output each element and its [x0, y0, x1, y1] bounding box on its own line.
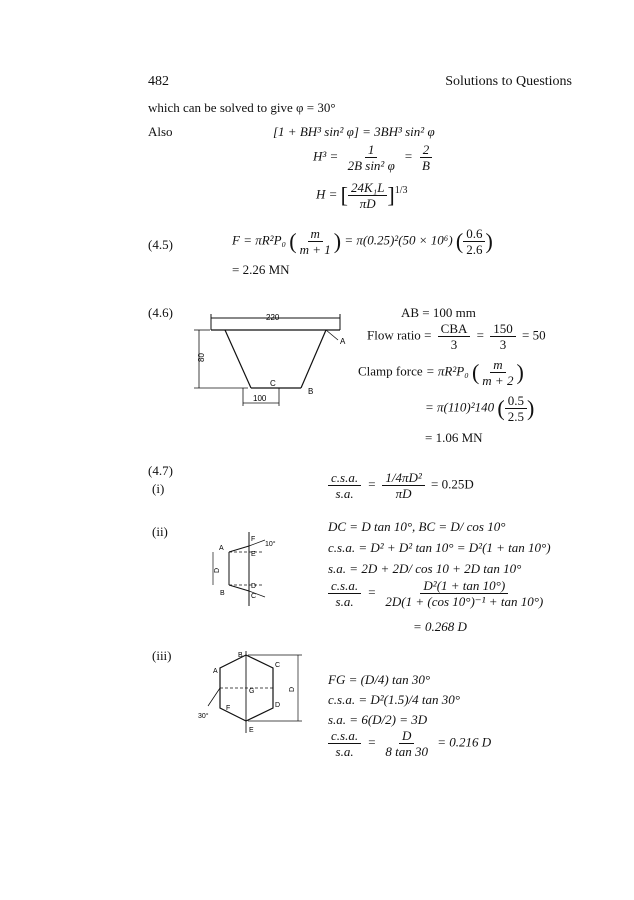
q47-iii-g: G: [249, 688, 255, 695]
q47-ii-result: = 0.268 D: [413, 619, 467, 634]
q47-ii-d: D: [251, 583, 257, 590]
q46-die-figure: [190, 308, 370, 418]
q47-ii-dim: D: [214, 567, 221, 573]
q45-middle: = π(0.25)²(50 × 10⁶): [344, 232, 453, 248]
q47-i-num2: 1/4πD²: [382, 470, 424, 486]
q47-i-den2: πD: [395, 486, 412, 501]
q47-iii-e: E: [249, 727, 254, 734]
q46-point-b: B: [308, 387, 314, 396]
q47-ii-frac-den: s.a.: [335, 594, 354, 609]
q47-iii-frac2-den: 8 tan 30: [385, 744, 428, 759]
q47-ii-frac2-den: 2D(1 + (cos 10°)⁻¹ + tan 10°): [385, 594, 544, 609]
q47-ii-ratio: $\frac{c.s.a.}{s.a.}$ = $\frac{\text{D²(1 + tan 10°)}}{\text{2D(1 + (cos 10°)⁻¹ + tan 10°)}}$: [325, 578, 549, 609]
q46-top-dim: 220: [266, 313, 280, 322]
q46-bottom-dim: 100: [253, 394, 267, 403]
q46-ab: AB = 100 mm: [401, 305, 476, 320]
q47-ii-f: F: [251, 536, 256, 543]
q47-i-den: s.a.: [335, 486, 354, 501]
running-title: Solutions to Questions: [445, 74, 572, 89]
q46-clamp-num: m: [490, 357, 505, 373]
q47-iii-ratio: $\frac{c.s.a.}{s.a.}$ = $\frac{D}{8 \tan 30}$ = 0.216 D: [325, 728, 491, 759]
q46-flow-label: Flow ratio: [367, 327, 421, 343]
eq2-den: 2B sin² φ: [347, 158, 395, 173]
eq2-num2: 2: [420, 142, 433, 158]
q47-i-result: = 0.25D: [431, 476, 474, 492]
eq3-num: 24K₁L: [348, 180, 387, 196]
q47-ii-line3: s.a. = 2D + 2D/ cos 10 + 2D tan 10°: [328, 561, 522, 576]
q45-frac2-den: 2.6: [466, 242, 483, 257]
q47-ii-figure: [207, 530, 282, 610]
q47-iii-dim: D: [289, 686, 296, 692]
q47-iii-b: B: [238, 652, 243, 659]
q47-label: (4.7): [148, 463, 173, 478]
q47-iii-line3: s.a. = 6(D/2) = 3D: [328, 712, 428, 727]
also-label: Also: [148, 124, 173, 139]
q47-i-label: (i): [152, 481, 165, 496]
q47-iii-d: D: [275, 702, 281, 709]
q47-iii-angle: 30°: [198, 713, 209, 720]
q46-flow-num: CBA: [438, 321, 471, 337]
q45-result: = 2.26 MN: [232, 262, 290, 277]
page-number: 482: [148, 74, 169, 89]
q46-label: (4.6): [148, 305, 173, 320]
q46-flow-den: 3: [450, 337, 458, 352]
q45-frac2-num: 0.6: [463, 226, 485, 242]
q47-iii-line2: c.s.a. = D²(1.5)/4 tan 30°: [328, 692, 460, 707]
q46-clamp-2: = π(110)²140 ( $\frac{0.5}{2.5}$ ): [425, 393, 535, 424]
q47-iii-line1: FG = (D/4) tan 30°: [328, 672, 431, 687]
eq2-num: 1: [365, 142, 378, 158]
q47-iii-frac-num: c.s.a.: [328, 728, 361, 744]
q47-ii-a: A: [219, 545, 224, 552]
q47-ii-label: (ii): [152, 524, 168, 539]
q45-lhs: F = πR²P₀: [232, 232, 287, 248]
intro-text: which can be solved to give φ = 30°: [148, 100, 336, 115]
q46-flow-ratio: Flow ratio = $\frac{\text{CBA}}{3}$ = $\frac{150}{3}$ = 50: [367, 321, 546, 352]
q46-clamp2-den: 2.5: [507, 409, 524, 424]
q47-ii-frac2-num: D²(1 + tan 10°): [420, 578, 508, 594]
q46-clamp-den: m + 2: [482, 373, 514, 388]
q47-iii-a: A: [213, 668, 218, 675]
q47-iii-frac2-num: D: [399, 728, 414, 744]
equation-2: H³ = $\frac{1}{\text{2B sin² φ}}$ = $\frac{2}{B}$: [313, 142, 436, 173]
q47-ii-angle: 10°: [265, 541, 276, 548]
q45-equation: F = πR²P₀ ( $\frac{m}{m + 1}$ ) = π(0.25)²(50 × 10⁶) ( $\frac{0.6}{2.6}$ ): [232, 226, 493, 257]
eq2-den2: B: [422, 158, 430, 173]
eq3-exp: 1/3: [394, 185, 408, 197]
q46-flow-num2: 150: [490, 321, 516, 337]
q46-clamp-label: Clamp force: [358, 363, 423, 379]
eq3-den: πD: [359, 196, 376, 211]
q47-ii-c: C: [251, 593, 257, 600]
q46-clamp2: = π(110)²140: [425, 399, 495, 415]
q46-clamp2-num: 0.5: [505, 393, 527, 409]
equation-3: H = [ $\frac{\text{24K₁L}}{\pi D}$ ]$^{1/3}$: [316, 180, 408, 211]
q47-ii-frac-num: c.s.a.: [328, 578, 361, 594]
q46-clamp-lhs: = πR²P₀: [425, 363, 469, 379]
q46-point-a: A: [340, 337, 346, 346]
q47-iii-c: C: [275, 662, 281, 669]
q47-iii-frac-den: s.a.: [335, 744, 354, 759]
q46-flow-result: = 50: [521, 327, 546, 343]
q46-height-dim: 80: [197, 353, 206, 362]
q47-iii-f: F: [226, 705, 231, 712]
q47-ii-line2: c.s.a. = D² + D² tan 10° = D²(1 + tan 10°): [328, 540, 551, 555]
q46-point-c: C: [270, 379, 276, 388]
q45-frac-num: m: [308, 226, 323, 242]
q47-i-num: c.s.a.: [328, 470, 361, 486]
q46-result: = 1.06 MN: [425, 430, 483, 445]
equation-1: [1 + BH³ sin² φ] = 3BH³ sin² φ: [273, 124, 435, 139]
q45-frac-den: m + 1: [299, 242, 331, 257]
q47-ii-line1: DC = D tan 10°, BC = D/ cos 10°: [328, 519, 506, 534]
q47-iii-label: (iii): [152, 648, 172, 663]
q47-i-equation: $\frac{c.s.a.}{s.a.}$ = $\frac{\text{1/4πD²}}{\pi D}$ = 0.25D: [325, 470, 474, 501]
q46-flow-den2: 3: [499, 337, 507, 352]
q47-ii-e: E: [251, 551, 256, 558]
eq2-lhs: H³ =: [313, 148, 339, 164]
q46-clamp-force: Clamp force = πR²P₀ ( $\frac{m}{m + 2}$ ): [358, 357, 524, 388]
eq3-lhs: H =: [316, 186, 338, 202]
q47-iii-hexagon-figure: [198, 648, 308, 738]
q45-label: (4.5): [148, 237, 173, 252]
q47-iii-result: = 0.216 D: [437, 734, 492, 750]
q47-ii-b: B: [220, 590, 225, 597]
